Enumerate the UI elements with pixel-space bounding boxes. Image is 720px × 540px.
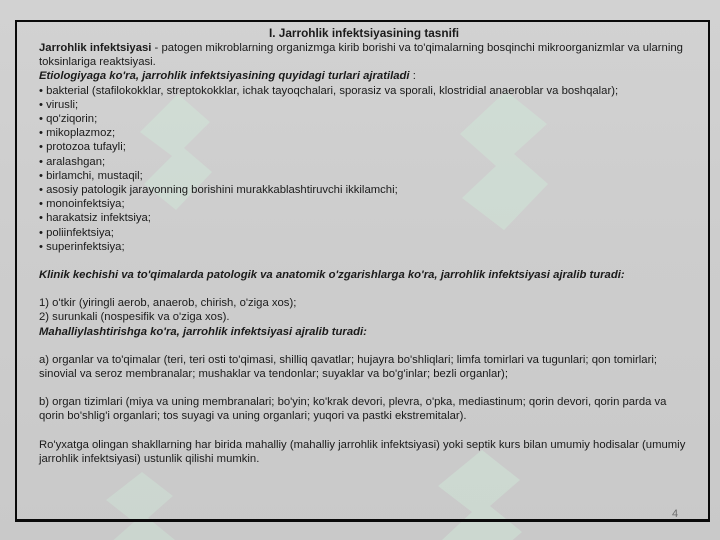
definition-term: Jarrohlik infektsiyasi: [39, 42, 152, 54]
list-item: • mikoplazmoz;: [39, 127, 116, 140]
list-item: • aralashgan;: [39, 155, 106, 168]
spacer: [39, 254, 689, 268]
etiology-heading-text: Etiologiyaga ko'ra, jarrohlik infektsiyasining quyidagi turlari ajratiladi: [39, 70, 410, 83]
spacer: [39, 424, 689, 438]
localization-heading: Mahalliylashtirishga ko'ra, jarrohlik infektsiyasi ajralib turadi:: [39, 325, 367, 338]
list-item: • virusli;: [39, 98, 79, 111]
etiology-heading-suffix: :: [409, 70, 416, 83]
page-title: I. Jarrohlik infektsiyasining tasnifi: [268, 26, 460, 40]
list-item: • monoinfektsiya;: [39, 198, 125, 211]
slide-body-text: [39, 26, 689, 466]
list-item: 2) surunkali (nospesifik va o'ziga xos).: [39, 311, 230, 324]
list-item: • bakterial (stafilokokklar, streptokokklar, ichak tayoqchalari, sporasiz va sporali, klostridial anaeroblar va boshqalar);: [39, 84, 619, 97]
list-item: a) organlar va to'qimalar (teri, teri osti to'qimasi, shilliq qavatlar; hujayra bo'shliqlari; limfa tomirlari va tugunlari; qon tomirlari; sinovial va seroz membranalar; mushaklar va tendonlar; suyaklar va bo'g'inlar; bezli organlar);: [39, 353, 657, 381]
list-item: 1) o'tkir (yiringli aerob, anaerob, chirish, o'ziga xos);: [39, 297, 297, 310]
list-item: b) organ tizimlari (miya va uning membranalari; bo'yin; ko'krak devori, plevra, o'pka, mediastinum; qorin devori, qorin parda va qorin bo'shlig'i organlari; tos suyagi va uning organlari; yuqori va pastki ekstremitalar).: [39, 396, 667, 423]
list-item: • qo'ziqorin;: [39, 113, 98, 126]
page-number: 4: [672, 508, 679, 520]
list-item: • asosiy patologik jarayonning borishini murakkablashtiruvchi ikkilamchi;: [39, 184, 398, 197]
list-item: • superinfektsiya;: [39, 240, 125, 253]
list-item: • poliinfektsiya;: [39, 226, 114, 239]
list-item: • harakatsiz infektsiya;: [39, 212, 151, 225]
definition-paragraph: [39, 41, 689, 69]
definition-rest: - patogen mikroblarning organizmga kirib borishi va to'qimalarning bosqinchi mikroorganizmlar va ularning toksinlariga reaktsiyasi.: [39, 42, 683, 69]
list-item: • protozoa tufayli;: [39, 141, 126, 154]
spacer: [39, 381, 689, 395]
spacer: [39, 339, 689, 353]
spacer: [39, 282, 689, 296]
closing-paragraph: Ro'yxatga olingan shakllarning har birida mahalliy (mahalliy jarrohlik infektsiyasi) yoki septik kurs bilan umumiy hodisalar (umumiy jarrohlik infektsiyasi) ustunlik qilishi mumkin.: [39, 438, 686, 465]
etiology-heading: [39, 69, 689, 83]
clinical-heading: Klinik kechishi va to'qimalarda patologik va anatomik o'zgarishlarga ko'ra, jarrohlik infektsiyasi ajralib turadi:: [39, 269, 625, 282]
content-frame: [15, 20, 710, 522]
list-item: • birlamchi, mustaqil;: [39, 169, 143, 182]
